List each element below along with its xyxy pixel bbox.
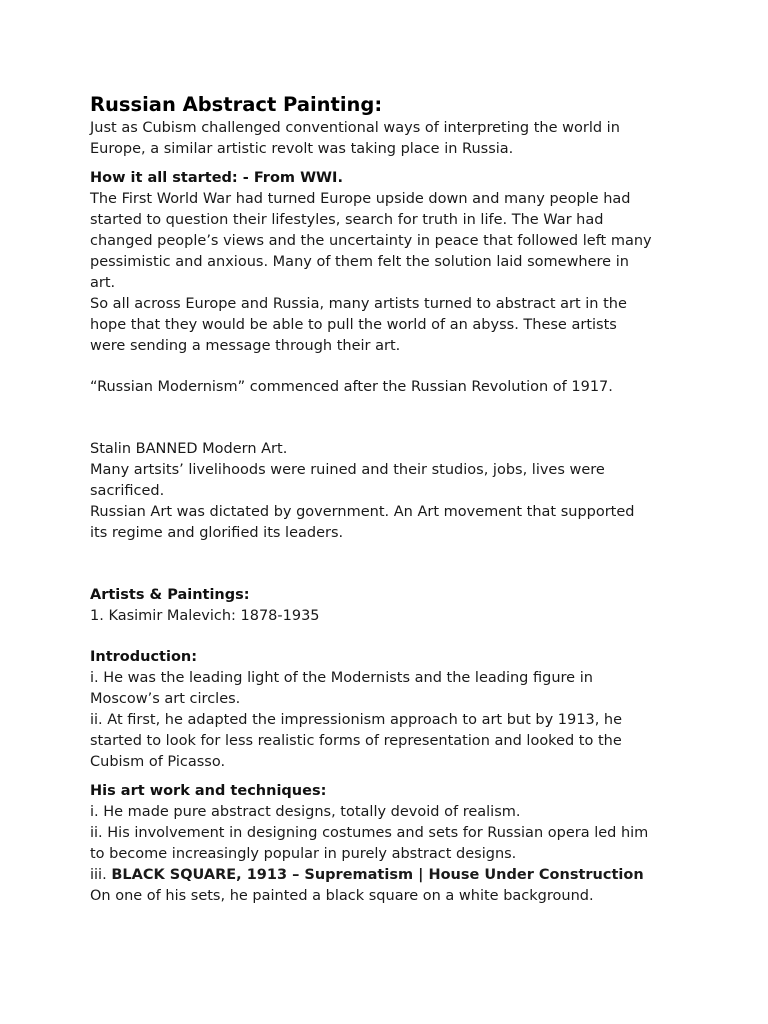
text-line: Many artsits’ livelihoods were ruined and their studios, jobs, lives were xyxy=(90,462,605,478)
text-line: Moscow’s art circles. xyxy=(90,691,241,707)
text-line: The First World War had turned Europe upside down and many people had xyxy=(90,191,631,207)
section-heading-artists: Artists & Paintings: xyxy=(90,587,250,603)
text-line: its regime and glorified its leaders. xyxy=(90,525,344,541)
artist-item: 1. Kasimir Malevich: 1878-1935 xyxy=(90,608,320,624)
text-line: started to look for less realistic forms of representation and looked to the xyxy=(90,733,622,749)
text-line: hope that they would be able to pull the world of an abyss. These artists xyxy=(90,317,617,333)
document-title: Russian Abstract Painting: xyxy=(90,93,383,116)
text-line: Europe, a similar artistic revolt was taking place in Russia. xyxy=(90,141,514,157)
text-line: ii. At first, he adapted the impressionism approach to art but by 1913, he xyxy=(90,712,623,728)
section-heading-techniques: His art work and techniques: xyxy=(90,783,327,799)
document-page xyxy=(90,92,690,907)
section-heading-introduction: Introduction: xyxy=(90,649,198,665)
text-line: Just as Cubism challenged conventional ways of interpreting the world in xyxy=(90,120,620,136)
text-line: sacrificed. xyxy=(90,483,165,499)
text-line: were sending a message through their art. xyxy=(90,338,401,354)
text-line: i. He was the leading light of the Modernists and the leading figure in xyxy=(90,670,593,686)
started-paragraph xyxy=(90,189,690,357)
text-line: ii. His involvement in designing costumes and sets for Russian opera led him xyxy=(90,825,649,841)
text-line: changed people’s views and the uncertainty in peace that followed left many xyxy=(90,233,652,249)
techniques-paragraph xyxy=(90,802,690,907)
text-line: Russian Art was dictated by government. An Art movement that supported xyxy=(90,504,635,520)
text-line: art. xyxy=(90,275,116,291)
technique-iii-prefix: iii. xyxy=(90,867,112,883)
text-line: So all across Europe and Russia, many artists turned to abstract art in the xyxy=(90,296,627,312)
section-heading-started: How it all started: - From WWI. xyxy=(90,170,343,186)
intro-paragraph xyxy=(90,118,690,160)
introduction-paragraph xyxy=(90,668,690,773)
technique-iii-line xyxy=(90,865,690,886)
text-line: i. He made pure abstract designs, totally devoid of realism. xyxy=(90,804,521,820)
text-line: pessimistic and anxious. Many of them felt the solution laid somewhere in xyxy=(90,254,629,270)
modernism-line: “Russian Modernism” commenced after the Russian Revolution of 1917. xyxy=(90,379,613,395)
text-line: to become increasingly popular in purely abstract designs. xyxy=(90,846,517,862)
black-square-title: BLACK SQUARE, 1913 – Suprematism | House Under Construction xyxy=(111,867,644,883)
text-line: Cubism of Picasso. xyxy=(90,754,226,770)
text-line: On one of his sets, he painted a black square on a white background. xyxy=(90,888,594,904)
text-line: Stalin BANNED Modern Art. xyxy=(90,441,288,457)
stalin-paragraph xyxy=(90,439,690,544)
text-line: started to question their lifestyles, search for truth in life. The War had xyxy=(90,212,604,228)
